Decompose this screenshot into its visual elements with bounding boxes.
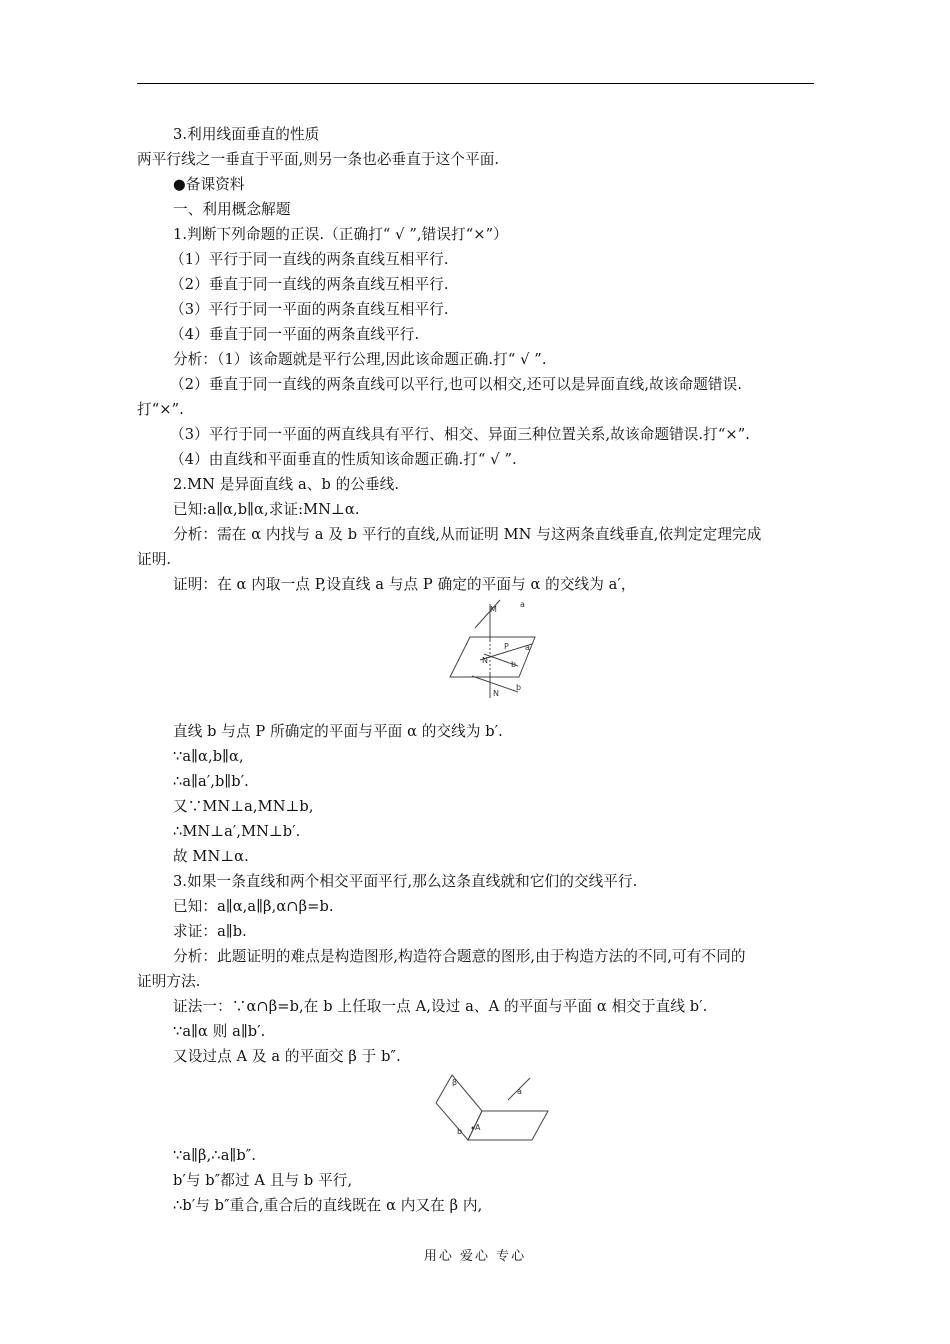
- given-line: 已知:a∥α,b∥α,求证:MN⊥α.: [173, 501, 360, 518]
- prove-line: 求证：a∥b.: [173, 923, 247, 940]
- given-line: 已知：a∥α,a∥β,α∩β=b.: [173, 898, 334, 915]
- label-beta: β: [452, 1078, 458, 1087]
- question-title: 3.如果一条直线和两个相交平面平行,那么这条直线就和它们的交线平行.: [173, 873, 638, 890]
- list-item: （1）平行于同一直线的两条直线互相平行.: [170, 251, 449, 268]
- section-heading: 3.利用线面垂直的性质: [173, 126, 320, 143]
- figure-common-perpendicular: [440, 596, 550, 706]
- figure-intersecting-planes: [432, 1070, 552, 1142]
- analysis-line: 分析：需在 α 内找与 a 及 b 平行的直线,从而证明 MN 与这两条直线垂直,依判定定理完成: [173, 526, 762, 543]
- label-b: b: [457, 1127, 463, 1136]
- label-a: a: [520, 600, 525, 609]
- question-title: 2.MN 是异面直线 a、b 的公垂线.: [173, 476, 400, 493]
- proof-line: 证明：在 α 内取一点 P,设直线 a 与点 P 确定的平面与 α 的交线为 a′，: [173, 576, 636, 593]
- question-title: 1.判断下列命题的正误.（正确打“ √ ”,错误打“×”）: [173, 226, 508, 243]
- analysis-line: 证明方法.: [137, 973, 201, 990]
- proof-line: 故 MN⊥α.: [173, 848, 249, 865]
- analysis-line: 分析：此题证明的难点是构造图形,构造符合题意的图形,由于构造方法的不同,可有不同的: [173, 948, 746, 965]
- list-item: （4）垂直于同一平面的两条直线平行.: [170, 326, 420, 343]
- proof-line: ∵a∥α 则 a∥b′.: [173, 1023, 266, 1040]
- label-N: N: [482, 656, 488, 665]
- text-line: 两平行线之一垂直于平面,则另一条也必垂直于这个平面.: [137, 151, 500, 168]
- section-heading: ●备课资料: [173, 176, 245, 193]
- proof-line: 又设过点 A 及 a 的平面交 β 于 b″.: [173, 1048, 401, 1065]
- page-footer: 用心 爱心 专心: [423, 1249, 527, 1264]
- analysis-line: （2）垂直于同一直线的两条直线可以平行,也可以相交,还可以是异面直线,故该命题错误.: [170, 376, 743, 393]
- label-a-prime: a: [525, 643, 530, 652]
- label-a: a: [517, 1087, 522, 1096]
- label-P: P: [504, 642, 509, 651]
- header-rule: [137, 83, 814, 84]
- analysis-line: （4）由直线和平面垂直的性质知该命题正确.打“ √ ”.: [170, 451, 517, 468]
- proof-line: ∵a∥α,b∥α,: [173, 748, 244, 765]
- proof-line: ∴a∥a′,b∥b′.: [173, 773, 249, 790]
- label-N-bottom: N: [493, 689, 499, 698]
- analysis-line: 打“×”.: [137, 401, 184, 418]
- analysis-line: 分析：（1）该命题就是平行公理,因此该命题正确.打“ √ ”.: [173, 351, 547, 368]
- proof-line: ∴b′与 b″重合,重合后的直线既在 α 内又在 β 内,: [173, 1197, 483, 1214]
- list-item: （2）垂直于同一直线的两条直线互相平行.: [170, 276, 449, 293]
- proof-line: 证法一：∵α∩β=b,在 b 上任取一点 A,设过 a、A 的平面与平面 α 相交于直线 b′.: [173, 998, 708, 1015]
- label-M: M: [490, 605, 497, 614]
- proof-line: ∴MN⊥a′,MN⊥b′.: [173, 823, 301, 840]
- label-b-prime: b: [511, 660, 517, 669]
- label-b: b: [516, 683, 522, 692]
- analysis-line: （3）平行于同一平面的两直线具有平行、相交、异面三种位置关系,故该命题错误.打“×”.: [170, 426, 751, 443]
- section-heading: 一、利用概念解题: [173, 201, 291, 218]
- proof-line: 又∵MN⊥a,MN⊥b,: [173, 798, 314, 815]
- proof-line: 直线 b 与点 P 所确定的平面与平面 α 的交线为 b′.: [173, 723, 503, 740]
- list-item: （3）平行于同一平面的两条直线互相平行.: [170, 301, 449, 318]
- proof-line: b′与 b″都过 A 且与 b 平行,: [173, 1172, 353, 1189]
- proof-line: ∵a∥β,∴a∥b″.: [173, 1147, 257, 1164]
- label-A: A: [475, 1123, 481, 1132]
- analysis-line: 证明.: [137, 551, 172, 568]
